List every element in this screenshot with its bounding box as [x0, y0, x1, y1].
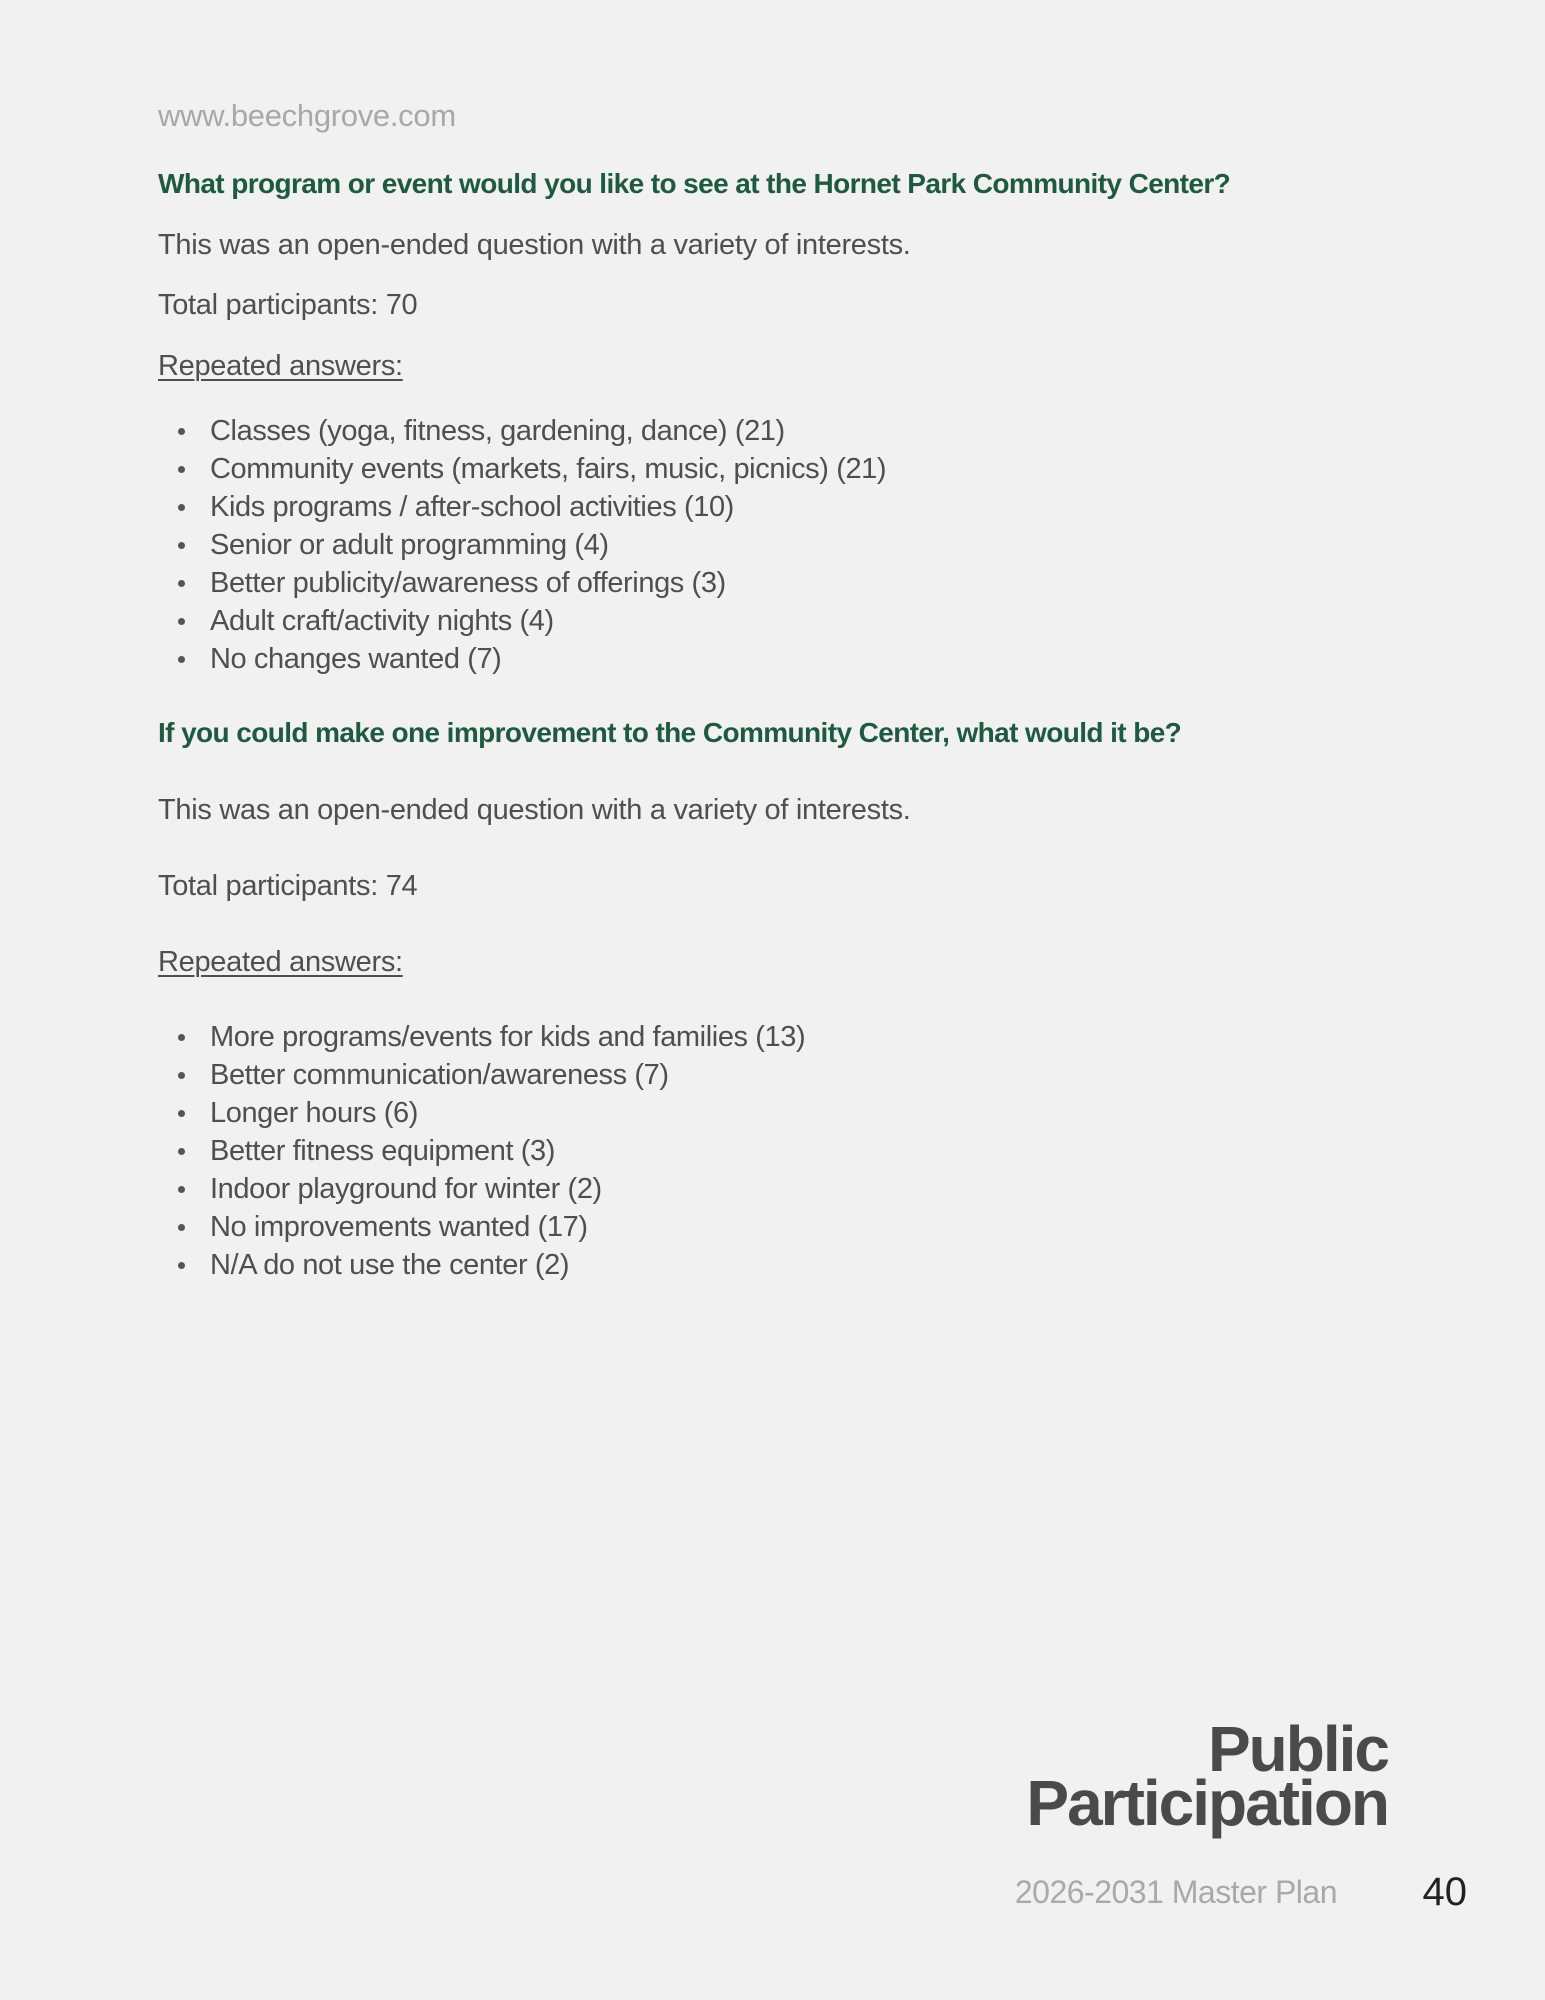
- question-1-answer-list: [158, 412, 886, 678]
- bullet-icon: [178, 1148, 185, 1155]
- list-item: Better publicity/awareness of offerings (3): [158, 564, 886, 602]
- page-number: 40: [1422, 1870, 1467, 1914]
- question-1-repeated-label: Repeated answers:: [158, 350, 403, 382]
- question-2-description: This was an open-ended question with a variety of interests.: [158, 794, 911, 826]
- site-url: www.beechgrove.com: [158, 98, 456, 133]
- bullet-icon: [178, 656, 185, 663]
- list-item: Senior or adult programming (4): [158, 526, 886, 564]
- section-title-line-2: Participation: [1026, 1767, 1388, 1839]
- list-item: No changes wanted (7): [158, 640, 886, 678]
- list-item: Kids programs / after-school activities (10): [158, 488, 886, 526]
- bullet-icon: [178, 1224, 185, 1231]
- list-item: No improvements wanted (17): [158, 1208, 805, 1246]
- list-item: N/A do not use the center (2): [158, 1246, 805, 1284]
- list-item: Adult craft/activity nights (4): [158, 602, 886, 640]
- bullet-icon: [178, 428, 185, 435]
- list-item: Indoor playground for winter (2): [158, 1170, 805, 1208]
- bullet-icon: [178, 1110, 185, 1117]
- bullet-icon: [178, 618, 185, 625]
- question-2-repeated-label: Repeated answers:: [158, 946, 403, 978]
- list-item: Longer hours (6): [158, 1094, 805, 1132]
- question-1-total-participants: Total participants: 70: [158, 289, 418, 321]
- master-plan-label: 2026-2031 Master Plan: [1014, 1874, 1337, 1910]
- section-title-line-1: Public: [1207, 1713, 1388, 1785]
- bullet-icon: [178, 1262, 185, 1269]
- bullet-icon: [178, 1034, 185, 1041]
- bullet-icon: [178, 466, 185, 473]
- question-2-total-participants: Total participants: 74: [158, 870, 418, 902]
- bullet-icon: [178, 542, 185, 549]
- list-item: Better communication/awareness (7): [158, 1056, 805, 1094]
- list-item: More programs/events for kids and families (13): [158, 1018, 805, 1056]
- bullet-icon: [178, 1186, 185, 1193]
- question-heading-2: If you could make one improvement to the Community Center, what would it be?: [158, 717, 1182, 748]
- bullet-icon: [178, 1072, 185, 1079]
- question-2-answer-list: [158, 1018, 805, 1284]
- list-item: Better fitness equipment (3): [158, 1132, 805, 1170]
- list-item: Community events (markets, fairs, music, picnics) (21): [158, 450, 886, 488]
- bullet-icon: [178, 504, 185, 511]
- section-title: [1026, 1713, 1388, 1839]
- bullet-icon: [178, 580, 185, 587]
- list-item: Classes (yoga, fitness, gardening, dance) (21): [158, 412, 886, 450]
- question-1-description: This was an open-ended question with a variety of interests.: [158, 229, 911, 261]
- question-heading-1: What program or event would you like to see at the Hornet Park Community Center?: [158, 168, 1231, 199]
